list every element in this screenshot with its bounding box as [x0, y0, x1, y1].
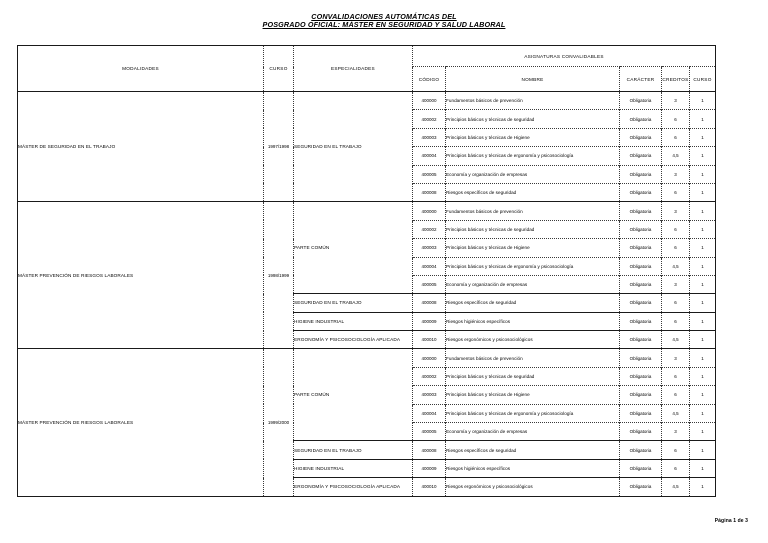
cell-creditos: 6 [662, 386, 690, 404]
cell-caracter: Obligatoria [620, 294, 662, 312]
cell-curso-asignatura: 1 [690, 110, 716, 128]
cell-codigo: 400008 [413, 294, 446, 312]
cell-creditos: 6 [662, 312, 690, 330]
cell-curso: 1998/1999 [264, 202, 294, 349]
cell-curso-asignatura: 1 [690, 386, 716, 404]
cell-asignatura-nombre: Riesgos ergonómicos y psicosociológicos [446, 478, 620, 496]
cell-curso-asignatura: 1 [690, 257, 716, 275]
cell-creditos: 6 [662, 110, 690, 128]
cell-especialidad: HIGIENE INDUSTRIAL [294, 459, 413, 477]
header-nombre: NOMBRE [446, 67, 620, 92]
cell-creditos: 3 [662, 92, 690, 110]
cell-creditos: 4,5 [662, 331, 690, 349]
cell-codigo: 400005 [413, 165, 446, 183]
header-row-top [18, 46, 716, 67]
cell-creditos: 6 [662, 128, 690, 146]
cell-curso-asignatura: 1 [690, 92, 716, 110]
header-caracter: CARÁCTER [620, 67, 662, 92]
cell-creditos: 4,5 [662, 404, 690, 422]
cell-creditos: 3 [662, 165, 690, 183]
cell-asignatura-nombre: Principios básicos y técnicas de ergonomía y psicosociología [446, 404, 620, 422]
cell-curso-asignatura: 1 [690, 331, 716, 349]
header-creditos: CREDITOS [662, 67, 690, 92]
cell-creditos: 6 [662, 367, 690, 385]
cell-asignatura-nombre: Principios básicos y técnicas de Higiene [446, 386, 620, 404]
cell-creditos: 6 [662, 294, 690, 312]
cell-caracter: Obligatoria [620, 239, 662, 257]
cell-especialidad: SEGURIDAD EN EL TRABAJO [294, 92, 413, 202]
cell-caracter: Obligatoria [620, 386, 662, 404]
cell-especialidad: PARTE COMÚN [294, 202, 413, 294]
cell-caracter: Obligatoria [620, 349, 662, 367]
cell-creditos: 6 [662, 183, 690, 201]
cell-especialidad: PARTE COMÚN [294, 349, 413, 441]
cell-curso-asignatura: 1 [690, 423, 716, 441]
cell-caracter: Obligatoria [620, 110, 662, 128]
table-row [18, 92, 716, 110]
cell-creditos: 6 [662, 459, 690, 477]
cell-codigo: 400009 [413, 312, 446, 330]
convalidations-table-container [17, 45, 715, 497]
cell-curso-asignatura: 1 [690, 202, 716, 220]
cell-curso-asignatura: 1 [690, 478, 716, 496]
cell-curso-asignatura: 1 [690, 183, 716, 201]
cell-codigo: 400003 [413, 128, 446, 146]
cell-asignatura-nombre: Economía y organización de empresas [446, 423, 620, 441]
cell-especialidad: SEGURIDAD EN EL TRABAJO [294, 441, 413, 459]
cell-creditos: 6 [662, 239, 690, 257]
cell-creditos: 6 [662, 441, 690, 459]
cell-codigo: 400000 [413, 92, 446, 110]
cell-curso-asignatura: 1 [690, 147, 716, 165]
cell-curso-asignatura: 1 [690, 239, 716, 257]
header-asignaturas-convalidables: ASIGNATURAS CONVALIDABLES [413, 46, 716, 67]
cell-asignatura-nombre: Fundamentos básicos de prevención [446, 349, 620, 367]
cell-asignatura-nombre: Riesgos higiénicos específicos [446, 312, 620, 330]
cell-especialidad: HIGIENE INDUSTRIAL [294, 312, 413, 330]
header-curso-asignatura: CURSO [690, 67, 716, 92]
cell-caracter: Obligatoria [620, 92, 662, 110]
cell-asignatura-nombre: Principios básicos y técnicas de ergonomía y psicosociología [446, 257, 620, 275]
cell-caracter: Obligatoria [620, 183, 662, 201]
table-row [18, 202, 716, 220]
cell-codigo: 400010 [413, 331, 446, 349]
cell-caracter: Obligatoria [620, 478, 662, 496]
cell-caracter: Obligatoria [620, 275, 662, 293]
title-line-2: POSGRADO OFICIAL: MÁSTER EN SEGURIDAD Y SALUD LABORAL [262, 20, 506, 30]
cell-caracter: Obligatoria [620, 441, 662, 459]
cell-codigo: 400004 [413, 147, 446, 165]
cell-caracter: Obligatoria [620, 165, 662, 183]
cell-curso-asignatura: 1 [690, 459, 716, 477]
cell-caracter: Obligatoria [620, 312, 662, 330]
cell-codigo: 400000 [413, 202, 446, 220]
cell-caracter: Obligatoria [620, 202, 662, 220]
table-row [18, 349, 716, 367]
cell-curso-asignatura: 1 [690, 220, 716, 238]
cell-asignatura-nombre: Principios básicos y técnicas de Higiene [446, 239, 620, 257]
cell-asignatura-nombre: Riesgos específicos de seguridad [446, 294, 620, 312]
cell-caracter: Obligatoria [620, 367, 662, 385]
table-body [18, 92, 716, 497]
cell-asignatura-nombre: Fundamentos básicos de prevención [446, 202, 620, 220]
cell-curso-asignatura: 1 [690, 312, 716, 330]
cell-curso-asignatura: 1 [690, 349, 716, 367]
header-modalidades: MODALIDADES [18, 46, 264, 92]
cell-creditos: 3 [662, 423, 690, 441]
cell-codigo: 400002 [413, 110, 446, 128]
cell-codigo: 400002 [413, 220, 446, 238]
cell-curso-asignatura: 1 [690, 367, 716, 385]
cell-curso-asignatura: 1 [690, 128, 716, 146]
cell-codigo: 400004 [413, 257, 446, 275]
cell-modalidad: MÁSTER DE SEGURIDAD EN EL TRABAJO [18, 92, 264, 202]
cell-creditos: 3 [662, 275, 690, 293]
cell-creditos: 4,5 [662, 478, 690, 496]
cell-codigo: 400003 [413, 386, 446, 404]
cell-caracter: Obligatoria [620, 404, 662, 422]
cell-asignatura-nombre: Fundamentos básicos de prevención [446, 92, 620, 110]
cell-asignatura-nombre: Riesgos higiénicos específicos [446, 459, 620, 477]
cell-codigo: 400008 [413, 183, 446, 201]
page-title [0, 0, 768, 30]
cell-caracter: Obligatoria [620, 128, 662, 146]
cell-creditos: 6 [662, 220, 690, 238]
cell-caracter: Obligatoria [620, 257, 662, 275]
cell-curso-asignatura: 1 [690, 294, 716, 312]
cell-modalidad: MÁSTER PREVENCIÓN DE RIESGOS LABORALES [18, 349, 264, 496]
cell-creditos: 3 [662, 202, 690, 220]
convalidations-table [17, 45, 716, 497]
table-header [18, 46, 716, 92]
cell-asignatura-nombre: Economía y organización de empresas [446, 275, 620, 293]
page-footer: Página 1 de 3 [714, 518, 748, 524]
cell-especialidad: ERGONOMÍA Y PSICOSOCIOLOGÍA APLICADA [294, 478, 413, 496]
cell-curso-asignatura: 1 [690, 441, 716, 459]
cell-modalidad: MÁSTER PREVENCIÓN DE RIESGOS LABORALES [18, 202, 264, 349]
cell-creditos: 3 [662, 349, 690, 367]
cell-asignatura-nombre: Economía y organización de empresas [446, 165, 620, 183]
header-curso: CURSO [264, 46, 294, 92]
cell-asignatura-nombre: Principios básicos y técnicas de ergonomía y psicosociología [446, 147, 620, 165]
header-especialidades: ESPECIALIDADES [294, 46, 413, 92]
cell-curso-asignatura: 1 [690, 165, 716, 183]
cell-codigo: 400000 [413, 349, 446, 367]
cell-asignatura-nombre: Principios básicos y técnicas de seguridad [446, 220, 620, 238]
cell-asignatura-nombre: Principios básicos y técnicas de Higiene [446, 128, 620, 146]
cell-codigo: 400004 [413, 404, 446, 422]
cell-asignatura-nombre: Riesgos ergonómicos y psicosociológicos [446, 331, 620, 349]
cell-codigo: 400002 [413, 367, 446, 385]
cell-codigo: 400003 [413, 239, 446, 257]
cell-caracter: Obligatoria [620, 147, 662, 165]
cell-curso-asignatura: 1 [690, 404, 716, 422]
cell-asignatura-nombre: Riesgos específicos de seguridad [446, 441, 620, 459]
cell-codigo: 400009 [413, 459, 446, 477]
header-codigo: CÓDIGO [413, 67, 446, 92]
cell-creditos: 4,5 [662, 147, 690, 165]
cell-caracter: Obligatoria [620, 459, 662, 477]
cell-codigo: 400005 [413, 423, 446, 441]
cell-asignatura-nombre: Principios básicos y técnicas de seguridad [446, 110, 620, 128]
cell-curso: 1997/1998 [264, 92, 294, 202]
cell-asignatura-nombre: Riesgos específicos de seguridad [446, 183, 620, 201]
cell-codigo: 400010 [413, 478, 446, 496]
cell-caracter: Obligatoria [620, 423, 662, 441]
cell-caracter: Obligatoria [620, 331, 662, 349]
cell-asignatura-nombre: Principios básicos y técnicas de seguridad [446, 367, 620, 385]
cell-codigo: 400008 [413, 441, 446, 459]
cell-codigo: 400005 [413, 275, 446, 293]
title-line-1: CONVALIDACIONES AUTOMÁTICAS DEL [311, 12, 457, 21]
cell-caracter: Obligatoria [620, 220, 662, 238]
cell-curso-asignatura: 1 [690, 275, 716, 293]
cell-curso: 1999/2000 [264, 349, 294, 496]
cell-especialidad: ERGONOMÍA Y PSICOSOCIOLOGÍA APLICADA [294, 331, 413, 349]
cell-creditos: 4,5 [662, 257, 690, 275]
cell-especialidad: SEGURIDAD EN EL TRABAJO [294, 294, 413, 312]
